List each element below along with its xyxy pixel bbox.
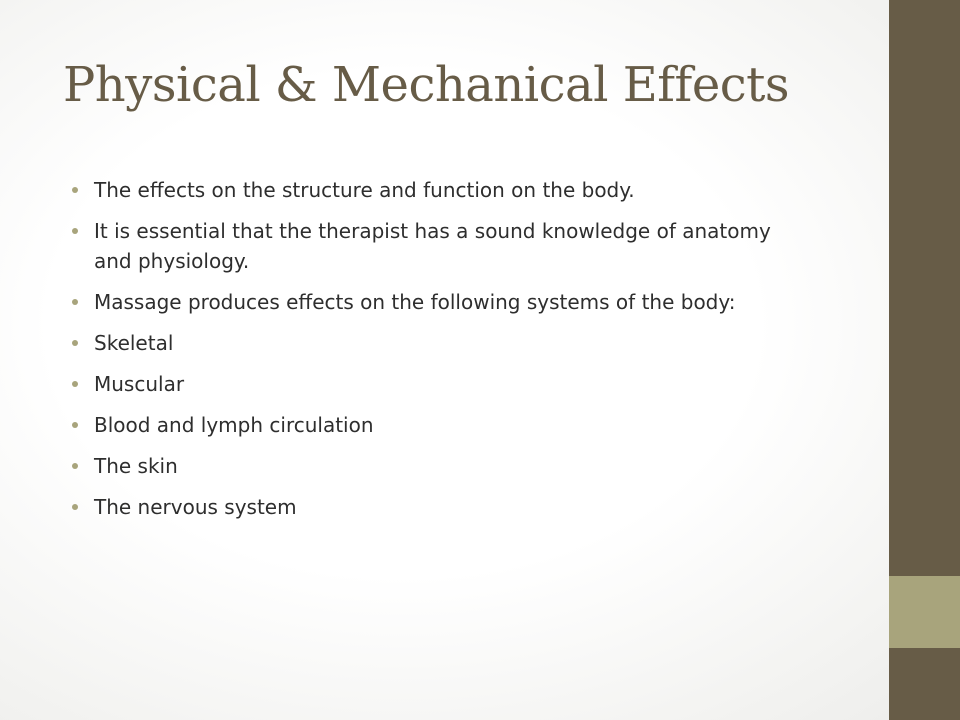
bullet-dot-icon	[72, 463, 78, 469]
bullet-text: Muscular	[94, 372, 185, 396]
bullet-dot-icon	[72, 381, 78, 387]
bullet-item	[72, 216, 812, 276]
bullet-text: Massage produces effects on the following systems of the body:	[94, 290, 736, 314]
bullet-item	[72, 369, 812, 399]
bullet-item	[72, 287, 812, 317]
bullet-item	[72, 328, 812, 358]
side-accent-block	[889, 576, 960, 648]
bullet-list	[72, 175, 812, 533]
bullet-item	[72, 451, 812, 481]
bullet-item	[72, 175, 812, 205]
bullet-dot-icon	[72, 187, 78, 193]
bullet-text: The nervous system	[94, 495, 297, 519]
bullet-item	[72, 492, 812, 522]
bullet-text: The skin	[94, 454, 178, 478]
bullet-dot-icon	[72, 299, 78, 305]
bullet-text: It is essential that the therapist has a sound knowledge of anatomy and physiology.	[94, 219, 771, 273]
bullet-dot-icon	[72, 228, 78, 234]
slide-title: Physical & Mechanical Effects	[63, 57, 790, 113]
bullet-dot-icon	[72, 340, 78, 346]
bullet-text: The effects on the structure and function on the body.	[94, 178, 635, 202]
bullet-item	[72, 410, 812, 440]
bullet-text: Skeletal	[94, 331, 174, 355]
bullet-dot-icon	[72, 504, 78, 510]
bullet-dot-icon	[72, 422, 78, 428]
bullet-text: Blood and lymph circulation	[94, 413, 374, 437]
